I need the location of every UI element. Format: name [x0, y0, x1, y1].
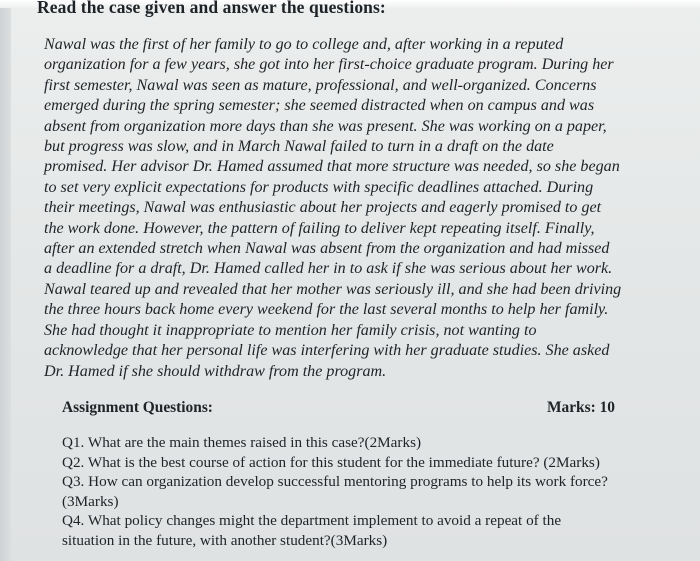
question-line: Q4. What policy changes might the department implement to avoid a repeat of the — [62, 512, 562, 530]
case-line: a deadline for a draft, Dr. Hamed called her in to ask if she was serious about her work. — [44, 260, 613, 278]
case-line: Dr. Hamed if she should withdraw from the program. — [44, 362, 387, 380]
case-line: absent from organization more days than she was present. She was working on a paper, — [44, 117, 607, 135]
case-line: organization for a few years, she got into her first-choice graduate program. During her — [44, 56, 614, 74]
case-line: the work done. However, the pattern of failing to deliver kept repeating itself. Finally, — [44, 219, 595, 237]
case-line: acknowledge that her personal life was interfering with her graduate studies. She asked — [44, 342, 610, 360]
case-line: after an extended stretch when Nawal was absent from the organization and had missed — [44, 240, 610, 258]
case-line: Nawal was the first of her family to go to college and, after working in a reputed — [44, 36, 564, 53]
marks-total: Marks: 10 — [547, 399, 615, 416]
instructions-heading: Read the case given and answer the questions: — [37, 0, 386, 17]
question-line: Q1. What are the main themes raised in this case?(2Marks) — [62, 434, 422, 451]
question-line: Q2. What is the best course of action for this student for the immediate future? (2Marks) — [62, 453, 600, 471]
question-line: Q3. How can organization develop successful mentoring programs to help its work force? — [62, 473, 608, 491]
case-line: but progress was slow, and in March Nawal failed to turn in a draft on the date — [44, 138, 554, 156]
page-left-edge-shadow — [0, 0, 11, 561]
case-line: to set very explicit expectations for products with specific deadlines attached. During — [44, 178, 594, 196]
case-line: She had thought it inappropriate to mention her family crisis, not wanting to — [44, 321, 537, 339]
case-passage — [44, 35, 684, 382]
case-line: their meetings, Nawal was enthusiastic about her projects and eagerly promised to get — [44, 199, 602, 217]
case-line: first semester, Nawal was seen as mature, professional, and well-organized. Concerns — [44, 76, 597, 94]
assignment-title: Assignment Questions: — [62, 399, 213, 416]
question-list — [62, 433, 687, 551]
case-line: the three hours back home every weekend for the last several months to help her family. — [44, 301, 609, 319]
case-line: Nawal teared up and revealed that her mother was seriously ill, and she had been driving — [44, 280, 622, 298]
question-line: (3Marks) — [62, 492, 119, 510]
question-line: situation in the future, with another student?(3Marks) — [62, 531, 388, 549]
case-line: promised. Her advisor Dr. Hamed assumed that more structure was needed, so she began — [44, 158, 620, 176]
case-line: emerged during the spring semester; she seemed distracted when on campus and was — [44, 97, 595, 115]
